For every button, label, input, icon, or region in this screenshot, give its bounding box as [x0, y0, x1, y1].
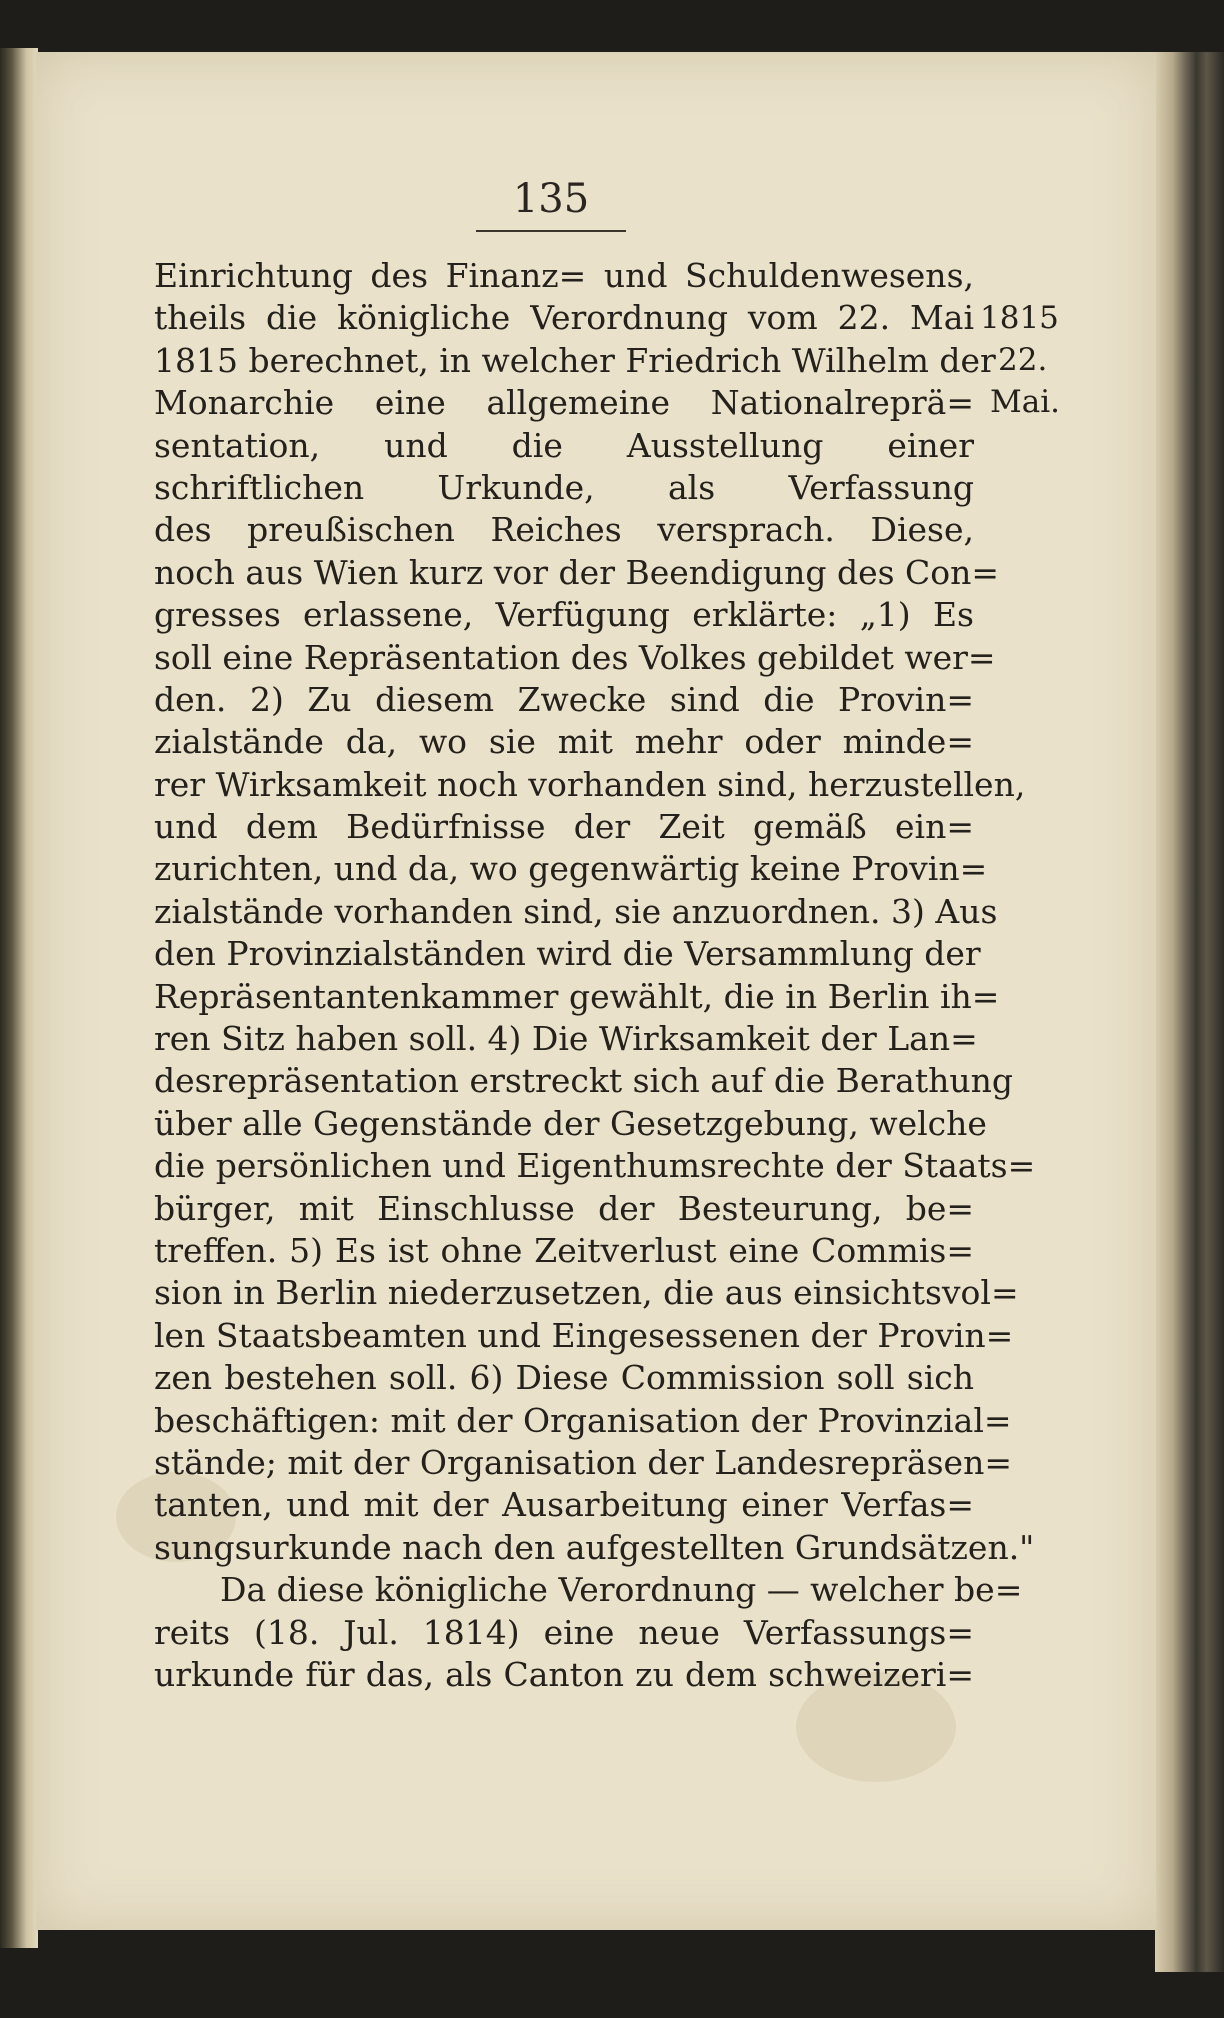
text-line: zurichten, und da, wo gegenwärtig keine Provin=: [154, 849, 988, 889]
text-line: über alle Gegenstände der Gesetzgebung, welche: [154, 1103, 987, 1143]
text-line: beschäftigen: mit der Organisation der Provinzial=: [154, 1400, 1012, 1440]
text-line: Monarchie eine allgemeine Nationalreprä=: [154, 383, 974, 423]
text-line: des preußischen Reiches versprach. Diese,: [154, 510, 974, 550]
text-line: zialstände vorhanden sind, sie anzuordnen. 3) Aus: [154, 891, 998, 931]
text-line: ren Sitz haben soll. 4) Die Wirksamkeit der Lan=: [154, 1019, 978, 1059]
margin-note-year: 1815: [980, 300, 1059, 336]
text-line: stände; mit der Organisation der Landesrepräsen=: [154, 1442, 1012, 1482]
text-line: noch aus Wien kurz vor der Beendigung des Con=: [154, 552, 1000, 592]
text-line: urkunde für das, als Canton zu dem schweizeri=: [154, 1654, 974, 1694]
text-line: den. 2) Zu diesem Zwecke sind die Provin=: [154, 679, 974, 719]
text-line: und dem Bedürfnisse der Zeit gemäß ein=: [154, 807, 974, 847]
text-line: Repräsentantenkammer gewählt, die in Berlin ih=: [154, 976, 1000, 1016]
text-line: zen bestehen soll. 6) Diese Commission soll sich: [154, 1358, 974, 1398]
page-number: 135: [512, 176, 590, 222]
text-line: len Staatsbeamten und Eingesessenen der Provin=: [154, 1315, 1014, 1355]
text-line: die persönlichen und Eigenthumsrechte der Staats=: [154, 1146, 1036, 1186]
text-line: zialstände da, wo sie mit mehr oder minde=: [154, 722, 974, 762]
text-line: sentation, und die Ausstellung einer: [154, 425, 974, 465]
text-line: sion in Berlin niederzusetzen, die aus einsichtsvol=: [154, 1273, 1019, 1313]
text-line: gresses erlassene, Verfügung erklärte: „1) Es: [154, 595, 974, 635]
text-line: den Provinzialständen wird die Versammlung der: [154, 934, 981, 974]
text-line: 1815 berechnet, in welcher Friedrich Wilhelm der: [154, 340, 996, 380]
margin-note-day: 22.: [998, 342, 1048, 378]
text-line: desrepräsentation erstreckt sich auf die Berathung: [154, 1061, 1013, 1101]
text-line: tanten, und mit der Ausarbeitung einer Verfas=: [154, 1485, 974, 1525]
text-line: treffen. 5) Es ist ohne Zeitverlust eine Commis=: [154, 1230, 974, 1270]
text-line: sungsurkunde nach den aufgestellten Grundsätzen.": [154, 1527, 1035, 1567]
text-line: rer Wirksamkeit noch vorhanden sind, herzustellen,: [154, 764, 1026, 804]
text-line: Da diese königliche Verordnung — welcher be=: [220, 1570, 1023, 1610]
text-line: reits (18. Jul. 1814) eine neue Verfassungs=: [154, 1612, 974, 1652]
text-line: Einrichtung des Finanz= und Schuldenwesens,: [154, 256, 974, 295]
page-body-text: [154, 255, 1036, 1696]
book-fore-edge: [1155, 52, 1224, 1972]
text-line: bürger, mit Einschlusse der Besteurung, be=: [154, 1188, 974, 1228]
previous-page-edge: [0, 48, 38, 1948]
text-line: schriftlichen Urkunde, als Verfassung: [154, 467, 974, 507]
text-line: theils die königliche Verordnung vom 22. Mai: [154, 298, 974, 338]
page-number-rule: [476, 230, 626, 232]
margin-note-month: Mai.: [990, 384, 1060, 420]
text-line: soll eine Repräsentation des Volkes gebildet wer=: [154, 637, 996, 677]
